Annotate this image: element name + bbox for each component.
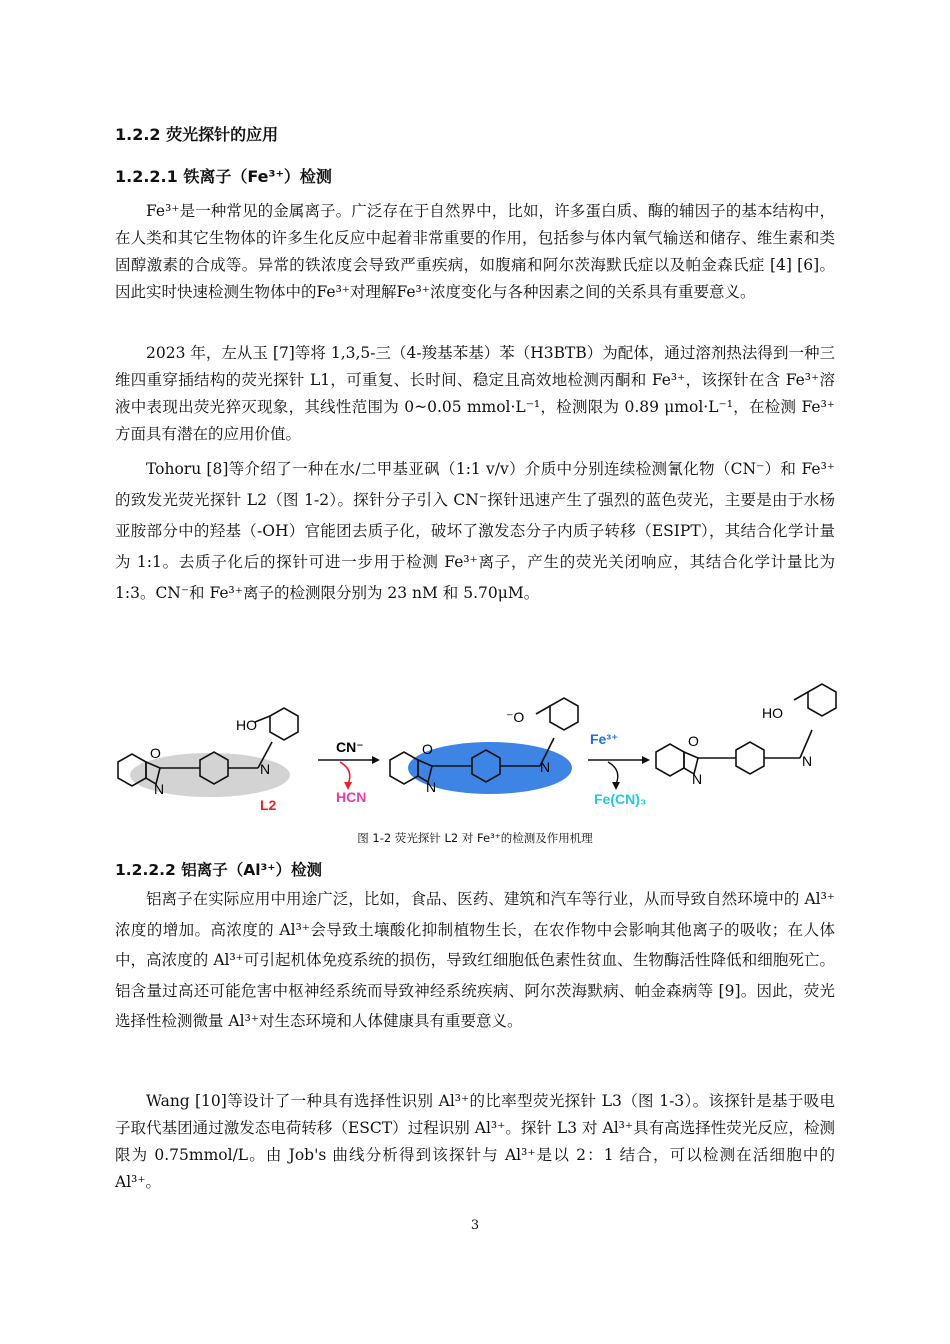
label-fecn: Fe(CN)₃	[594, 791, 647, 807]
label-n-right: N	[692, 771, 703, 787]
molecule-deprotonated	[390, 698, 578, 795]
fe-paragraph-1: Fe³⁺是一种常见的金属离子。广泛存在于自然界中，比如，许多蛋白质、酶的辅因子的基本结构中，在人类和其它生物体的许多生化反应中起着非常重要的作用，包括参与体内氧气输送和储存、维生素和类固醇激素的合成等。异常的铁浓度会导致严重疾病，如腹痛和阿尔茨海默氏症以及帕金森氏症 [4] [6]。因此实时快速检测生物体中的Fe³⁺对理解Fe³⁺浓度变化与各种因素之间的关系具有重要意义。	[115, 202, 835, 301]
label-o-right: O	[688, 733, 699, 749]
label-l2: L2	[260, 797, 277, 813]
molecule-l2	[118, 708, 298, 813]
label-ho-right: HO	[762, 705, 783, 721]
al-heading: 1.2.2.2 铝离子（Al³⁺）检测	[115, 861, 322, 879]
arrow-cn	[318, 739, 380, 805]
label-cn: CN⁻	[336, 739, 364, 755]
reaction-scheme-figure	[110, 670, 840, 820]
label-o-middle: O	[422, 741, 433, 757]
figure-caption: 图 1-2 荧光探针 L2 对 Fe³⁺的检测及作用机理	[357, 831, 593, 845]
label-hcn: HCN	[336, 789, 367, 805]
page-number: 3	[470, 1218, 480, 1233]
label-o: O	[150, 745, 161, 761]
label-n-imine: N	[260, 761, 271, 777]
label-n-middle: N	[426, 779, 437, 795]
fe-heading: 1.2.2.1 铁离子（Fe³⁺）检测	[115, 167, 332, 186]
arrow-fe	[588, 731, 650, 807]
molecule-regenerated	[656, 684, 836, 787]
section-heading: 1.2.2 荧光探针的应用	[115, 125, 279, 144]
label-ho-left: HO	[236, 717, 257, 733]
al-paragraph-1: 铝离子在实际应用中用途广泛，比如，食品、医药、建筑和汽车等行业，从而导致自然环境中的 Al³⁺浓度的增加。高浓度的 Al³⁺会导致土壤酸化抑制植物生长，在农作物中会影响其他离子的吸收；在人体中，高浓度的 Al³⁺可引起机体免疫系统的损伤，导致红细胞低色素性贫血、生物酶活性降低和细胞死亡。铝含量过高还可能危害中枢神经系统而导致神经系统疾病、阿尔茨海默病、帕金森病等 [9]。因此，荧光选择性检测微量 Al³⁺对生态环境和人体健康具有重要意义。	[115, 890, 835, 1030]
fe-paragraph-3: Tohoru [8]等介绍了一种在水/二甲基亚砜（1:1 v/v）介质中分别连续检测氰化物（CN⁻）和 Fe³⁺的致发光荧光探针 L2（图 1-2）。探针分子引入 CN⁻探针迅速产生了强烈的蓝色荧光，主要是由于水杨亚胺部分中的羟基（-OH）官能团去质子化，破坏了激发态分子内质子转移（ESIPT），其结合化学计量为 1:1。去质子化后的探针可进一步用于检测 Fe³⁺离子，产生的荧光关闭响应，其结合化学计量比为 1:3。CN⁻和 Fe³⁺离子的检测限分别为 23 nM 和 5.70μM。	[115, 460, 835, 602]
fe-paragraph-2: 2023 年，左从玉 [7]等将 1,3,5-三（4-羧基苯基）苯（H3BTB）为配体，通过溶剂热法得到一种三维四重穿插结构的荧光探针 L1，可重复、长时间、稳定且高效地检测丙酮和 Fe³⁺，该探针在含 Fe³⁺溶液中表现出荧光猝灭现象，其线性范围为 0~0.05 mmol·L⁻¹，检测限为 0.89 μmol·L⁻¹，在检测 Fe³⁺方面具有潜在的应用价值。	[115, 344, 835, 443]
label-n: N	[154, 781, 165, 797]
al-paragraph-2: Wang [10]等设计了一种具有选择性识别 Al³⁺的比率型荧光探针 L3（图 1-3）。该探针是基于吸电子取代基团通过激发态电荷转移（ESCT）过程识别 Al³⁺。探针 L3 对 Al³⁺具有高选择性荧光反应，检测限为 0.75mmol/L。由 Job's 曲线分析得到该探针与 Al³⁺是以 2：1 结合，可以检测在活细胞中的 Al³⁺。	[115, 1092, 835, 1191]
label-n-imine-middle: N	[540, 759, 551, 775]
label-o-minus: ⁻O	[506, 709, 525, 725]
label-n-imine-right: N	[802, 753, 813, 769]
label-fe: Fe³⁺	[590, 731, 619, 747]
